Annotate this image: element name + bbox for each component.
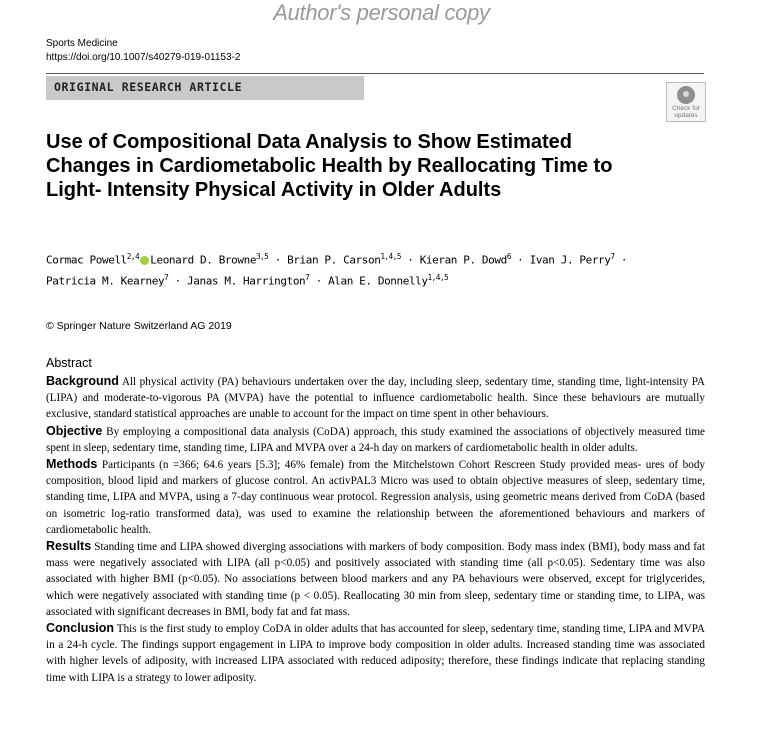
article-type: ORIGINAL RESEARCH ARTICLE	[54, 80, 243, 94]
author-separator: ·	[510, 253, 530, 267]
section-text: All physical activity (PA) behaviours undertaken over the day, including sleep, sedentary time, standing time, light-intensity PA (LIPA) and moderate-to-vigorous PA (MVPA) have the potential to influence cardiometabolic health. Since these behaviours are mutually exclusive, standard statistical approaches are unable to account for the impact on time spent in other behaviours.	[46, 376, 705, 421]
author-separator: ·	[168, 274, 188, 288]
author-separator: ·	[614, 253, 628, 267]
author-affiliation: 1,4,5	[380, 252, 402, 261]
abstract-objective	[46, 423, 705, 456]
abstract-methods	[46, 456, 705, 538]
author-name[interactable]: Alan E. Donnelly	[328, 274, 428, 288]
section-heading: Results	[46, 539, 92, 554]
journal-header	[46, 37, 240, 65]
author-name[interactable]: Leonard D. Browne	[150, 253, 257, 267]
section-heading: Background	[46, 374, 119, 388]
author-affiliation: 1,4,5	[427, 272, 449, 282]
author-name[interactable]: Kieran P. Dowd	[419, 253, 507, 267]
copyright-notice: © Springer Nature Switzerland AG 2019	[46, 320, 232, 332]
author-name[interactable]: Brian P. Carson	[287, 253, 381, 267]
author-name[interactable]: Patricia M. Kearney	[46, 274, 165, 288]
section-heading: Conclusion	[46, 621, 115, 636]
author-affiliation: 6	[506, 252, 511, 261]
orcid-icon[interactable]	[140, 256, 149, 265]
author-list	[46, 248, 666, 289]
watermark: Author's personal copy	[273, 0, 490, 25]
author-affiliation: 2,4	[126, 252, 140, 261]
author-separator: ·	[309, 274, 329, 288]
author-affiliation: 7	[305, 272, 310, 282]
section-text: By employing a compositional data analysis (CoDA) approach, this study examined the associations of objectively measured time spent in sleep, sedentary time, standing time, LIPA and MVPA over a 24-h day on markers of cardiometabolic health in older adults.	[46, 425, 705, 454]
check-updates-line2: updates	[674, 112, 698, 119]
doi-link[interactable]: https://doi.org/10.1007/s40279-019-01153-2	[46, 52, 241, 63]
header-rule	[46, 73, 704, 74]
author-affiliation: 7	[164, 272, 169, 282]
section-heading: Methods	[46, 457, 98, 472]
check-for-updates-button[interactable]	[666, 82, 706, 122]
article-title: Use of Compositional Data Analysis to Show Estimated Changes in Cardiometabolic Health by Reallocating Time to Light- Intensity Physical Activity in Older Adults	[46, 131, 613, 201]
author-separator: ·	[268, 253, 288, 267]
section-text: Participants (n =366; 64.6 years [5.3]; 46% female) from the Mitchelstown Cohort Rescreen Study provided meas- ures of body composition, blood lipid and markers of glucose control. An activPAL3 Micro was used to obtain objective measures of sleep, sedentary time, standing time, LIPA and MVPA, using a 7-day continuous wear protocol. Regression analysis, using geometric means derived from CoDA (based on isometric log-ratio transformed data), was used to examine the relationship between the aforementioned behaviours and markers of cardiometabolic health.	[46, 459, 706, 536]
bookmark-badge-icon	[677, 86, 695, 104]
author-name[interactable]: Cormac Powell	[46, 253, 127, 267]
author-affiliation: 3,5	[256, 252, 269, 261]
abstract-body	[46, 373, 705, 686]
abstract-heading: Abstract	[46, 356, 92, 370]
section-text: Standing time and LIPA showed diverging associations with markers of body composition. Body mass index (BMI), body mass and fat mass were negatively associated with LIPA (all p<0.05) and positively associated with standing time (all p<0.05). Sedentary time was also associated with higher BMI (p<0.05). No associations between blood markers and any PA behaviours were observed, except for triglycerides, which were negatively associated with standing time (p < 0.05). Reallocating 30 min from sleep, sedentary time or standing time, to LIPA, was associated with significant decreases in BMI, body fat and fat mass.	[46, 541, 706, 618]
author-affiliation: 7	[610, 252, 615, 261]
author-separator: ·	[401, 253, 420, 267]
article-type-banner	[46, 76, 364, 100]
abstract-results	[46, 538, 705, 620]
section-heading: Objective	[46, 423, 103, 438]
section-text: This is the first study to employ CoDA in older adults that has accounted for sleep, sedentary time, standing time, LIPA and MVPA in a 24-h cycle. The findings support engagement in LIPA to improve body composition in older adults. Increased standing time was associated with higher levels of adiposity, with increased LIPA associated with reduced adiposity; therefore, these findings indicate that replacing standing time with LIPA is a strategy to lower adiposity.	[46, 623, 705, 684]
journal-name: Sports Medicine	[46, 38, 118, 49]
author-name[interactable]: Ivan J. Perry	[529, 253, 611, 267]
author-name[interactable]: Janas M. Harrington	[187, 274, 306, 288]
abstract-conclusion	[46, 620, 705, 686]
abstract-background	[46, 373, 705, 423]
check-updates-line1: Check for	[672, 105, 700, 112]
